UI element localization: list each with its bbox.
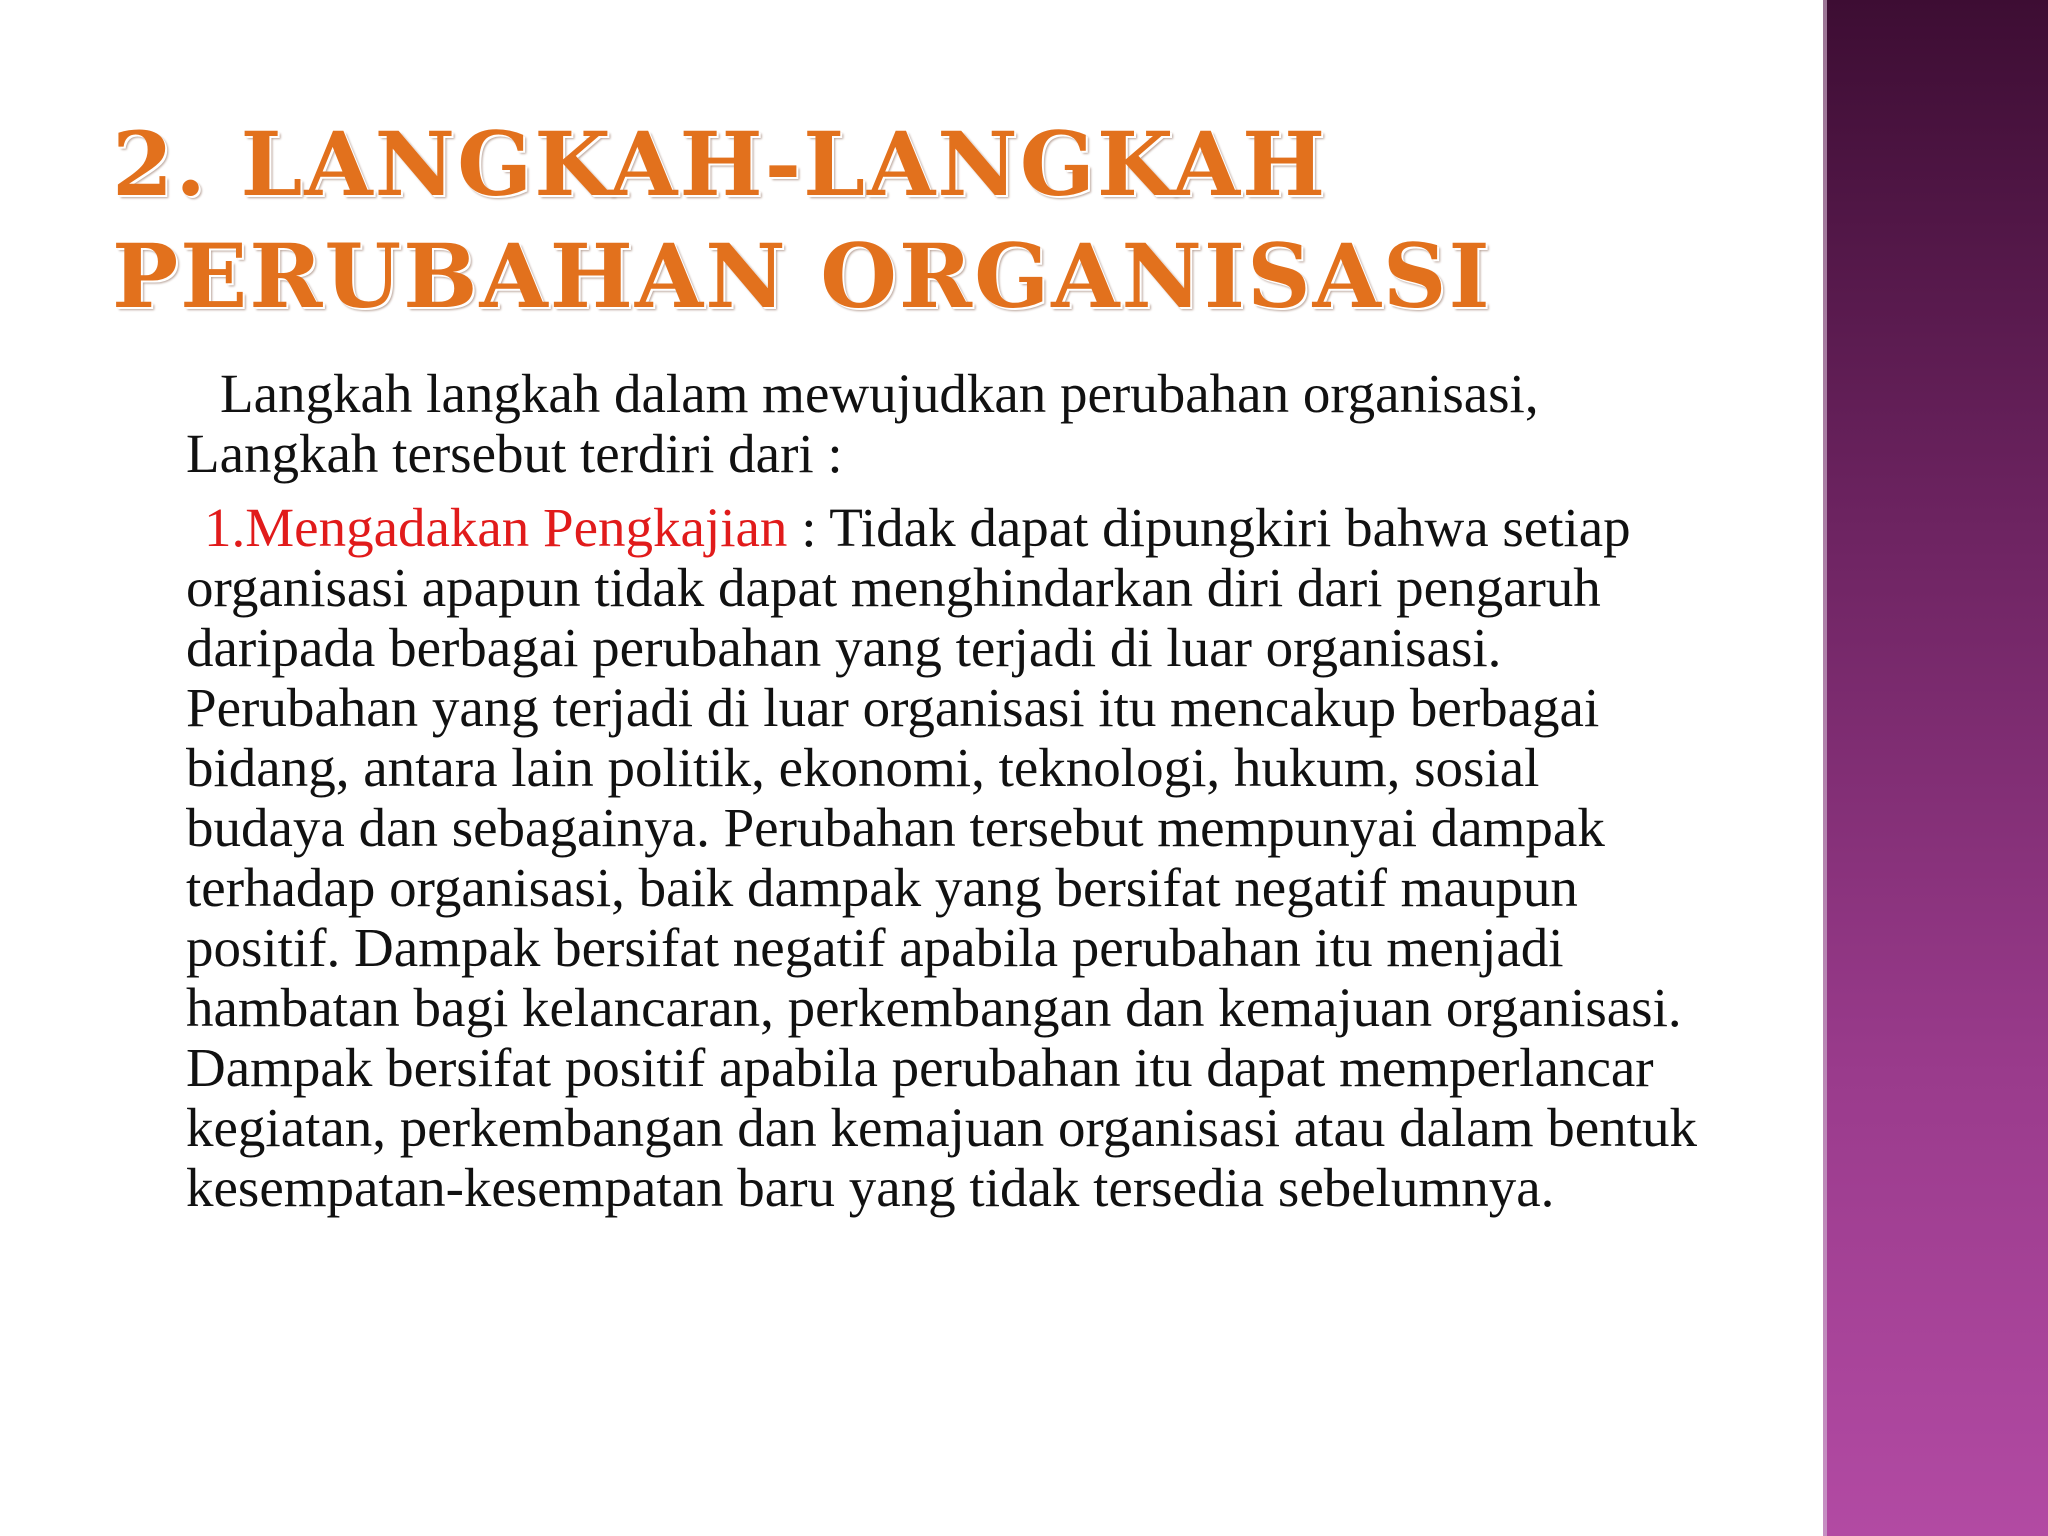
decorative-side-band [1827,0,2048,1536]
step-1-text: : Tidak dapat dipungkiri bahwa setiap organisasi apapun tidak dapat menghindarkan diri dari pengaruh daripada berbagai perubahan yang terjadi di luar organisasi. Perubahan yang terjadi di luar organisasi itu mencakup berbagai bidang, antara lain politik, ekonomi, teknologi, hukum, sosial budaya dan sebagainya. Perubahan tersebut mempunyai dampak terhadap organisasi, baik dampak yang bersifat negatif maupun positif. Dampak bersifat negatif apabila perubahan itu menjadi hambatan bagi kelancaran, perkembangan dan kemajuan organisasi. Dampak bersifat positif apabila perubahan itu dapat memperlancar kegiatan, perkembangan dan kemajuan organisasi atau dalam bentuk kesempatan-kesempatan baru yang tidak tersedia sebelumnya. [186,497,1697,1218]
intro-paragraph: Langkah langkah dalam mewujudkan perubahan organisasi, Langkah tersebut terdiri dari : [186,363,1539,484]
step-1-label: 1.Mengadakan Pengkajian [204,497,788,558]
slide-title [112,108,1792,332]
slide-body [186,364,1706,1232]
slide-title-line-2: PERUBAHAN ORGANISASI [112,224,1492,328]
step-1-paragraph [186,498,1706,1218]
slide-title-line-1: 2. LANGKAH-LANGKAH [112,112,1328,216]
